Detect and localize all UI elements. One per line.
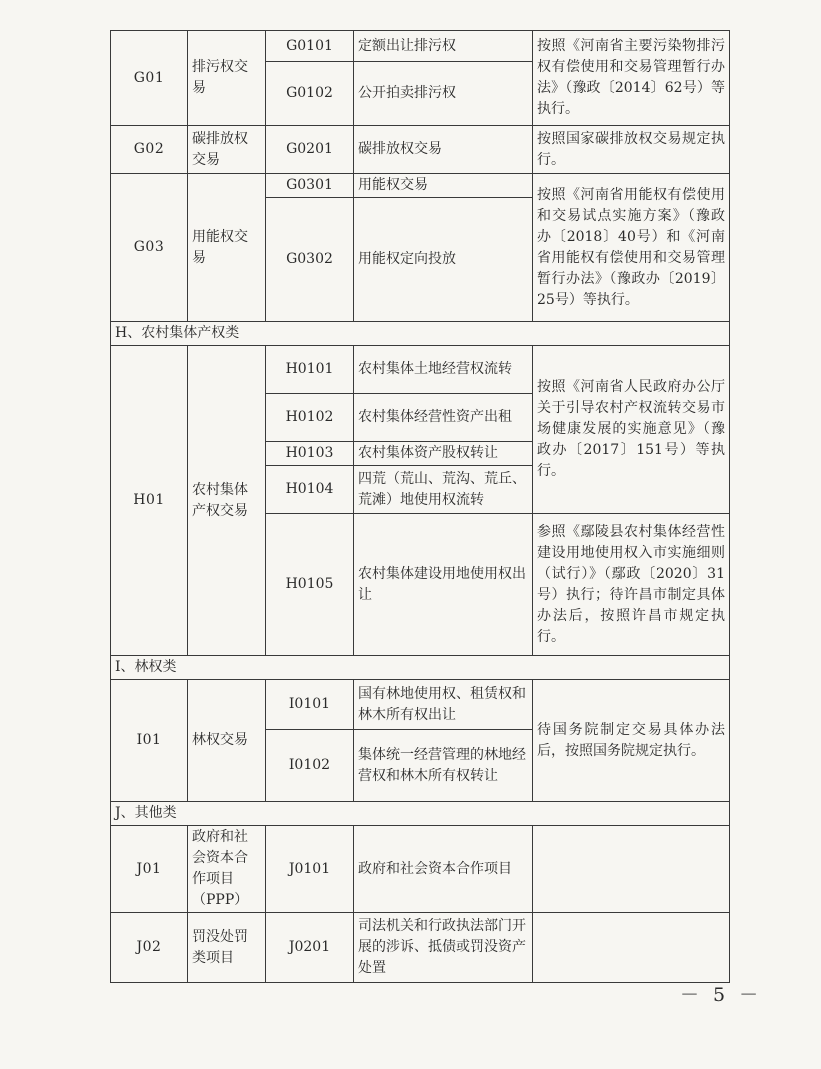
- category-code: G02: [111, 126, 188, 174]
- table-row: [111, 680, 730, 730]
- item-name: 司法机关和行政执法部门开展的涉诉、抵债或罚没资产处置: [354, 913, 533, 983]
- table-row: [111, 346, 730, 394]
- category-code: G03: [111, 174, 188, 322]
- execution-note: 待国务院制定交易具体办法后，按照国务院规定执行。: [533, 680, 730, 802]
- item-code: G0302: [266, 198, 354, 322]
- category-code: J02: [111, 913, 188, 983]
- table-row: [111, 826, 730, 913]
- category-code: I01: [111, 680, 188, 802]
- item-name: 公开拍卖排污权: [354, 62, 533, 126]
- execution-note: 按照《河南省主要污染物排污权有偿使用和交易管理暂行办法》（豫政〔2014〕62号）等执行。: [533, 31, 730, 126]
- section-row: [111, 802, 730, 826]
- item-name: 用能权定向投放: [354, 198, 533, 322]
- category-code: G01: [111, 31, 188, 126]
- item-code: H0102: [266, 394, 354, 442]
- section-row: [111, 322, 730, 346]
- item-code: G0201: [266, 126, 354, 174]
- category-name: 农村集体产权交易: [188, 346, 266, 656]
- execution-note: [533, 913, 730, 983]
- item-code: H0103: [266, 442, 354, 466]
- item-name: 农村集体经营性资产出租: [354, 394, 533, 442]
- section-heading: J、其他类: [111, 802, 730, 826]
- category-name: 林权交易: [188, 680, 266, 802]
- category-code: H01: [111, 346, 188, 656]
- table-row: [111, 31, 730, 62]
- item-name: 四荒（荒山、荒沟、荒丘、荒滩）地使用权流转: [354, 466, 533, 514]
- section-heading: H、农村集体产权类: [111, 322, 730, 346]
- item-name: 碳排放权交易: [354, 126, 533, 174]
- page-number: － 5 －: [680, 984, 763, 1006]
- table-row: [111, 913, 730, 983]
- item-code: H0101: [266, 346, 354, 394]
- item-code: J0201: [266, 913, 354, 983]
- execution-note: 按照《河南省人民政府办公厅关于引导农村产权流转交易市场健康发展的实施意见》（豫政办〔2017〕151号）等执行。: [533, 346, 730, 514]
- item-name: 集体统一经营管理的林地经营权和林木所有权转让: [354, 730, 533, 802]
- execution-note: 按照《河南省用能权有偿使用和交易试点实施方案》（豫政办〔2018〕40号）和《河南省用能权有偿使用和交易管理暂行办法》（豫政办〔2019〕25号）等执行。: [533, 174, 730, 322]
- catalog-table: [110, 30, 730, 983]
- item-code: I0102: [266, 730, 354, 802]
- item-name: 政府和社会资本合作项目: [354, 826, 533, 913]
- section-heading: I、林权类: [111, 656, 730, 680]
- category-code: J01: [111, 826, 188, 913]
- item-name: 用能权交易: [354, 174, 533, 198]
- table-row: [111, 174, 730, 198]
- item-code: J0101: [266, 826, 354, 913]
- item-name: 农村集体建设用地使用权出让: [354, 514, 533, 656]
- item-code: H0104: [266, 466, 354, 514]
- item-name: 定额出让排污权: [354, 31, 533, 62]
- section-row: [111, 656, 730, 680]
- item-name: 国有林地使用权、租赁权和林木所有权出让: [354, 680, 533, 730]
- category-name: 政府和社会资本合作项目（PPP）: [188, 826, 266, 913]
- category-name: 罚没处罚类项目: [188, 913, 266, 983]
- item-code: G0102: [266, 62, 354, 126]
- execution-note: 参照《鄢陵县农村集体经营性建设用地使用权入市实施细则（试行）》（鄢政〔2020〕31号）执行；待许昌市制定具体办法后，按照许昌市规定执行。: [533, 514, 730, 656]
- item-code: I0101: [266, 680, 354, 730]
- item-name: 农村集体资产股权转让: [354, 442, 533, 466]
- item-name: 农村集体土地经营权流转: [354, 346, 533, 394]
- item-code: H0105: [266, 514, 354, 656]
- category-name: 排污权交易: [188, 31, 266, 126]
- execution-note: [533, 826, 730, 913]
- category-name: 用能权交易: [188, 174, 266, 322]
- execution-note: 按照国家碳排放权交易规定执行。: [533, 126, 730, 174]
- category-name: 碳排放权交易: [188, 126, 266, 174]
- item-code: G0301: [266, 174, 354, 198]
- item-code: G0101: [266, 31, 354, 62]
- table-row: [111, 126, 730, 174]
